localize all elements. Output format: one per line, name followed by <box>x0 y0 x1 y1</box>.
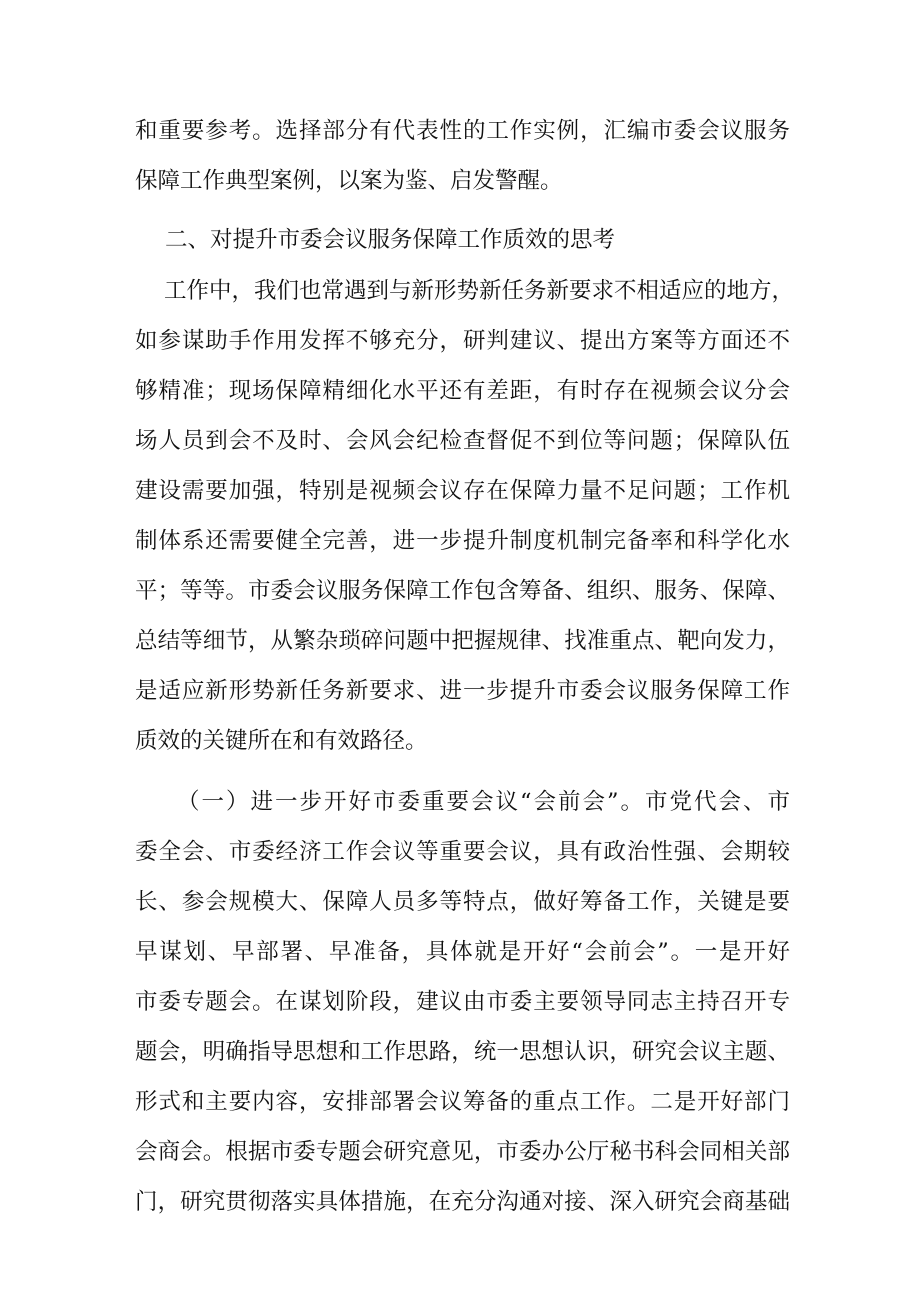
text-line: 平；等等。市委会议服务保障工作包含筹备、组织、服务、保障、 <box>135 578 790 604</box>
text-line: （一）进一步开好市委重要会议“会前会”。市党代会、市 <box>177 789 790 815</box>
text-line: 市委专题会。在谋划阶段，建议由市委主要领导同志主持召开专 <box>135 989 790 1015</box>
text-line: 是适应新形势新任务新要求、进一步提升市委会议服务保障工作 <box>135 678 790 704</box>
text-line: 场人员到会不及时、会风会纪检查督促不到位等问题；保障队伍 <box>135 428 790 454</box>
section-heading: 二、对提升市委会议服务保障工作质效的思考 <box>165 227 616 253</box>
text-line: 保障工作典型案例，以案为鉴、启发警醒。 <box>135 168 563 194</box>
text-line: 委全会、市委经济工作会议等重要会议，具有政治性强、会期较 <box>135 839 790 865</box>
text-line: 形式和主要内容，安排部署会议筹备的重点工作。二是开好部门 <box>135 1089 790 1115</box>
text-line: 够精准；现场保障精细化水平还有差距，有时存在视频会议分会 <box>135 378 790 404</box>
text-line: 如参谋助手作用发挥不够充分，研判建议、提出方案等方面还不 <box>135 328 790 354</box>
text-line: 制体系还需要健全完善，进一步提升制度机制完备率和科学化水 <box>135 528 790 554</box>
text-line: 总结等细节，从繁杂琐碎问题中把握规律、找准重点、靶向发力， <box>135 628 790 654</box>
text-line: 门，研究贯彻落实具体措施，在充分沟通对接、深入研究会商基础 <box>135 1189 790 1215</box>
text-line: 会商会。根据市委专题会研究意见，市委办公厅秘书科会同相关部 <box>135 1139 790 1165</box>
text-line: 早谋划、早部署、早准备，具体就是开好“会前会”。一是开好 <box>135 939 790 965</box>
text-line: 质效的关键所在和有效路径。 <box>135 728 428 754</box>
text-line: 和重要参考。选择部分有代表性的工作实例，汇编市委会议服务 <box>135 118 790 144</box>
text-line: 长、参会规模大、保障人员多等特点，做好筹备工作，关键是要 <box>135 889 790 915</box>
text-line: 建设需要加强，特别是视频会议存在保障力量不足问题；工作机 <box>135 478 790 504</box>
text-line: 题会，明确指导思想和工作思路，统一思想认识，研究会议主题、 <box>135 1039 790 1065</box>
text-line: 工作中，我们也常遇到与新形势新任务新要求不相适应的地方， <box>164 278 795 304</box>
